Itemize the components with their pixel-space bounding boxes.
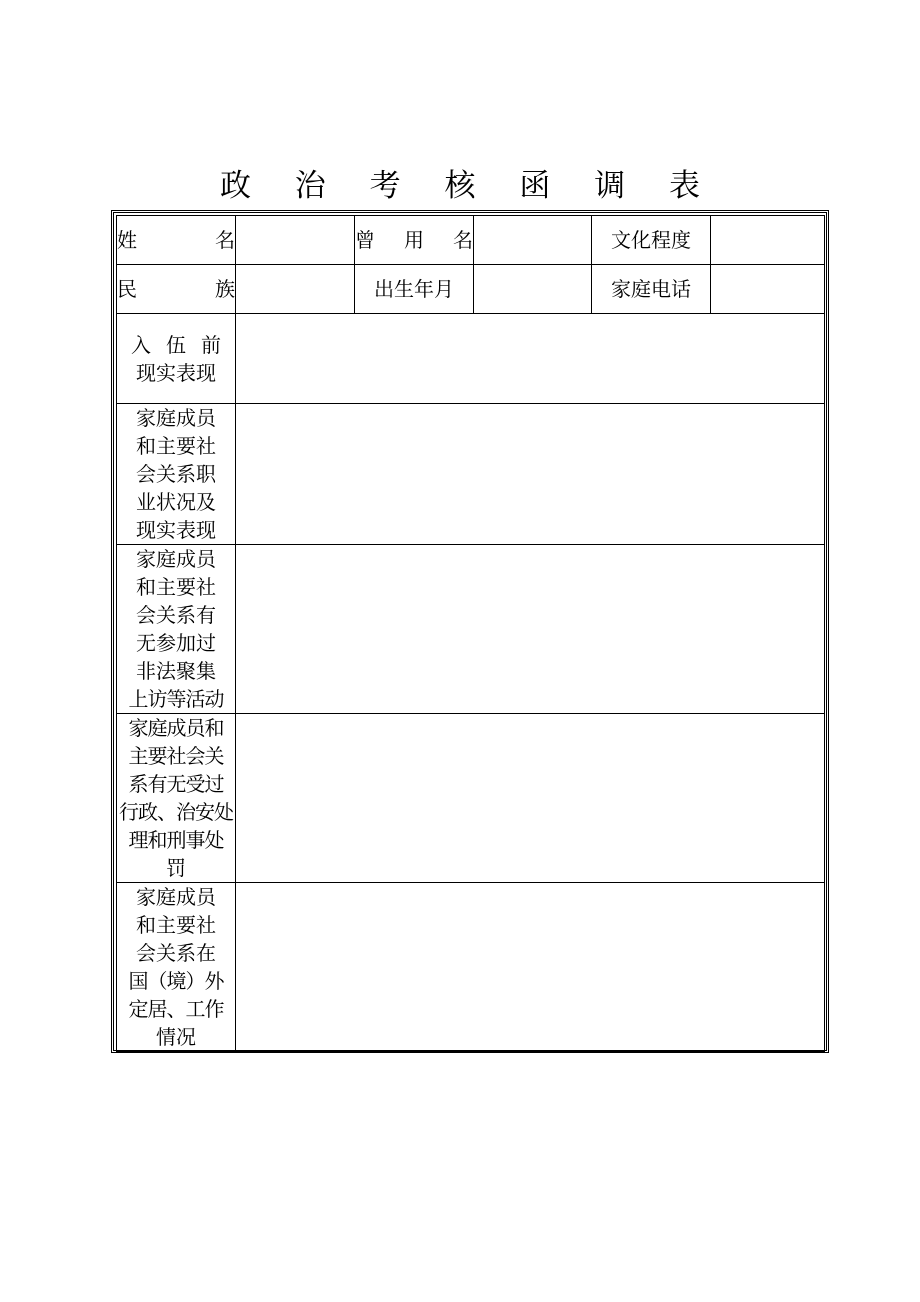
label-line: 无参加过 [136,631,216,655]
ethnicity-field[interactable] [236,265,355,314]
education-label: 文化程度 [592,216,711,265]
form-row-penalties [117,714,825,883]
label-line: 和主要社 [136,575,216,599]
label-line: 家庭成员 [136,885,216,909]
label-line: 非法聚集 [136,659,216,683]
form-row-family-occupation [117,404,825,545]
label-line: 上访等活动 [128,687,224,711]
label-line: 定居、工作 [128,997,224,1021]
label-line: 行政、治安处 [119,800,233,824]
family-occupation-field[interactable] [236,404,825,545]
label-line: 会关系在 [136,941,216,965]
ethnicity-label: 民 族 [117,265,236,314]
home-phone-label: 家庭电话 [592,265,711,314]
birth-date-field[interactable] [474,265,592,314]
document-title: 政 治 考 核 函 调 表 [219,168,718,204]
form-row-overseas [117,883,825,1052]
penalties-field[interactable] [236,714,825,883]
overseas-label [117,883,236,1052]
label-line: 和主要社 [136,913,216,937]
home-phone-field[interactable] [711,265,825,314]
petition-activities-label [117,545,236,714]
family-occupation-label [117,404,236,545]
form-row-basic-1 [117,216,825,265]
label-line: 家庭成员和 [128,716,224,740]
education-field[interactable] [711,216,825,265]
label-line: 现实表现 [136,518,216,542]
form-row-pre-enlistment [117,314,825,404]
alias-field[interactable] [474,216,592,265]
label-line: 和主要社 [136,434,216,458]
birth-date-label: 出生年月 [355,265,474,314]
petition-activities-field[interactable] [236,545,825,714]
form-row-basic-2 [117,265,825,314]
label-line: 现实表现 [136,360,216,385]
form-row-petition-activities [117,545,825,714]
penalties-label [117,714,236,883]
pre-enlistment-field[interactable] [236,314,825,404]
label-line: 入 伍 前 [131,332,221,357]
label-line: 会关系有 [136,603,216,627]
form-frame [111,210,829,1053]
label-line: 业状况及 [136,490,216,514]
political-review-form [116,215,825,1052]
label-line: 情况 [156,1025,196,1049]
label-line: 罚 [166,856,186,880]
alias-label: 曾 用 名 [355,216,474,265]
label-line: 理和刑事处 [128,828,224,852]
name-field[interactable] [236,216,355,265]
label-line: 国（境）外 [128,969,224,993]
label-line: 主要社会关 [128,744,224,768]
label-line: 会关系职 [136,462,216,486]
label-line: 系有无受过 [128,772,224,796]
pre-enlistment-label [117,314,236,404]
label-line: 家庭成员 [136,547,216,571]
overseas-field[interactable] [236,883,825,1052]
name-label: 姓 名 [117,216,236,265]
label-line: 家庭成员 [136,406,216,430]
